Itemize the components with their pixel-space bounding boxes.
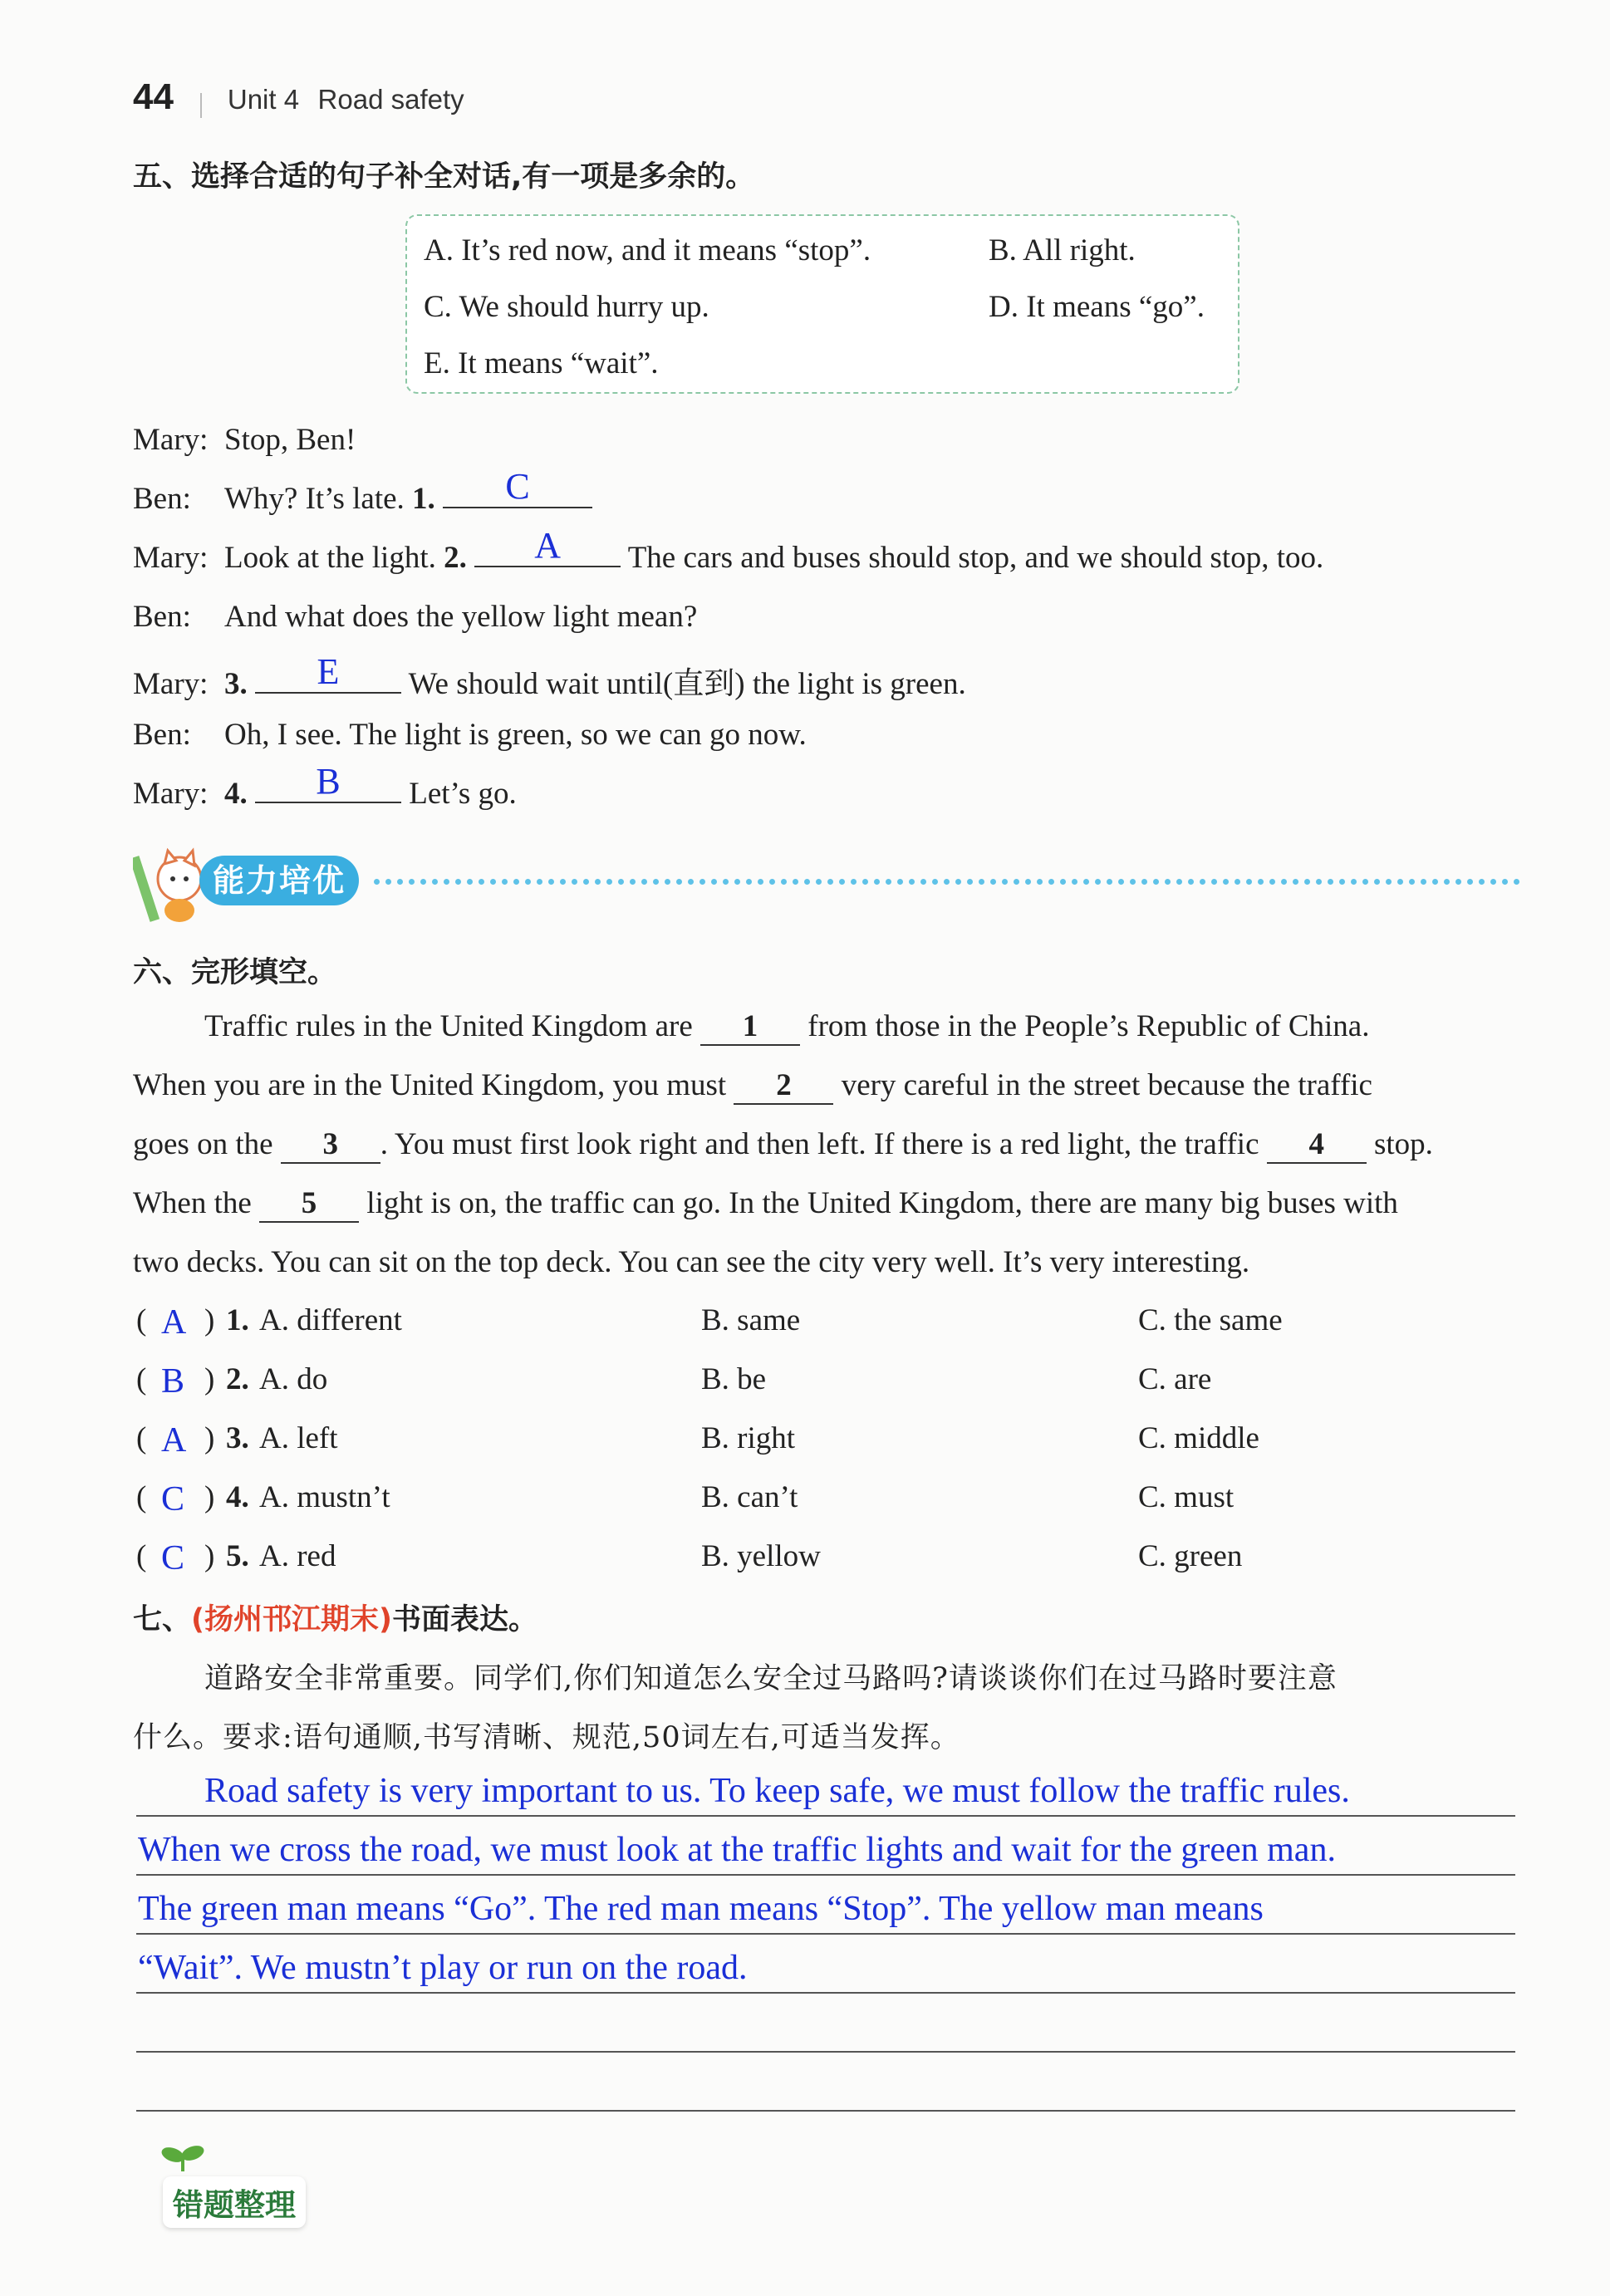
unit-label: Unit 4 [227,84,300,115]
dialogue-line-7 [133,761,517,812]
option-b: B. can’t [701,1480,798,1514]
cloze-blank-1: 1 [700,1008,800,1046]
section5-heading: 五、选择合适的句子补全对话,有一项是多余的。 [133,160,755,194]
option-b: B. yellow [701,1539,821,1573]
blank-number: 4. [224,777,248,811]
option-a: A. left [259,1421,338,1455]
passage-line-4 [133,1185,1398,1223]
question-number: 1. [226,1303,249,1337]
sprout-icon [158,2143,208,2171]
paren-close: ) [204,1362,215,1396]
blank-number: 1. [412,482,435,516]
handwritten-answer: C [505,466,530,507]
handwritten-answer: A [534,525,561,566]
handwritten-answer: A [161,1421,187,1460]
passage-text: When you are in the United Kingdom, you must [133,1068,734,1102]
prompt-line-1: 道路安全非常重要。同学们,你们知道怎么安全过马路吗?请谈谈你们在过马路时要注意 [204,1662,1338,1695]
dialogue-text: We should wait until(直到) the light is green. [401,667,966,701]
answer-blank-3 [255,651,401,694]
passage-line-2 [133,1067,1372,1105]
paren-close: ) [204,1303,215,1337]
option-c: C. must [1138,1480,1234,1514]
source-tag: (扬州邗江期末) [191,1603,393,1636]
dialogue-text: Stop, Ben! [224,423,356,457]
paren-open: ( [136,1303,147,1337]
question-row-1 [136,1303,1549,1352]
banner-dotted-line [374,879,1520,885]
cloze-blank-3: 3 [281,1126,380,1164]
speaker: Ben: [133,482,191,516]
pencil-cat-icon [133,839,208,930]
option-a: A. different [259,1303,402,1337]
handwritten-answer: C [161,1539,185,1577]
passage-line-1 [133,1008,1515,1046]
option-b: B. same [701,1303,801,1337]
header-divider [200,93,202,118]
mistake-review-footer [155,2143,487,2235]
option-b: B. All right. [989,233,1136,267]
option-c: C. the same [1138,1303,1283,1337]
option-b: B. be [701,1362,767,1396]
passage-text: When the [133,1186,260,1220]
speaker: Ben: [133,718,191,752]
passage-text: light is on, the traffic can go. In the United Kingdom, there are many big buses with [359,1186,1398,1220]
dialogue-text: The cars and buses should stop, and we should stop, too. [621,541,1324,575]
prompt-line-2: 什么。要求:语句通顺,书写清晰、规范,50词左右,可适当发挥。 [133,1721,960,1754]
passage-text: very careful in the street because the traffic [833,1068,1372,1102]
passage-line-3 [133,1126,1433,1164]
option-b: B. right [701,1421,796,1455]
question-number: 5. [226,1539,249,1573]
option-a: A. mustn’t [259,1480,390,1514]
question-number: 2. [226,1362,249,1396]
question-row-5 [136,1538,1549,1588]
written-answer-line-1: Road safety is very important to us. To keep safe, we must follow the traffic rules. [204,1772,1350,1810]
speaker: Mary: [133,541,209,575]
written-answer-line-2: When we cross the road, we must look at the traffic lights and wait for the green man. [138,1831,1336,1869]
section7-heading-text: 书面表达。 [392,1603,538,1636]
speaker: Mary: [133,777,209,811]
dialogue-line-3 [133,525,1324,576]
section-banner [133,839,1520,930]
blank-number: 3. [224,667,248,701]
written-answer-line-4: “Wait”. We mustn’t play or run on the road. [138,1949,748,1987]
dialogue-line-4 [133,599,697,635]
handwritten-answer: A [161,1303,187,1342]
writing-line-1 [136,1815,1515,1817]
banner-label: 能力培优 [199,856,359,905]
cloze-blank-5: 5 [259,1185,359,1223]
passage-text: stop. [1366,1127,1433,1161]
section6-heading: 六、完形填空。 [133,956,337,989]
footer-label: 错题整理 [163,2176,306,2228]
writing-line-2 [136,1874,1515,1876]
section7-heading [133,1597,537,1638]
dialogue-text: Why? It’s late. [224,482,413,516]
paren-open: ( [136,1362,147,1396]
writing-line-4 [136,1992,1515,1994]
question-row-2 [136,1361,1549,1411]
answer-blank-1 [443,466,592,508]
option-e: E. It means “wait”. [424,346,659,380]
question-number: 3. [226,1421,249,1455]
option-a: A. red [259,1539,336,1573]
option-d: D. It means “go”. [989,290,1205,324]
passage-line-5: two decks. You can sit on the top deck. You can see the city very well. It’s very interesting. [133,1245,1250,1279]
speaker: Ben: [133,600,191,634]
dialogue-line-5 [133,651,966,703]
paren-open: ( [136,1421,147,1455]
dialogue-line-1 [133,422,356,458]
passage-text: from those in the People’s Republic of China. [800,1009,1370,1043]
dialogue-text: Let’s go. [401,777,517,811]
blank-number: 2. [444,541,467,575]
paren-open: ( [136,1539,147,1573]
paren-open: ( [136,1480,147,1514]
passage-text: goes on the [133,1127,281,1161]
speaker: Mary: [133,423,209,457]
dialogue-text: Look at the light. [224,541,444,575]
writing-line-3 [136,1933,1515,1935]
option-c: C. are [1138,1362,1212,1396]
answer-blank-2 [474,525,621,567]
dialogue-line-2 [133,466,592,517]
cloze-blank-4: 4 [1267,1126,1367,1164]
option-a: A. It’s red now, and it means “stop”. [424,233,871,267]
answer-blank-4 [255,761,401,803]
handwritten-answer: E [317,651,340,692]
option-c: C. We should hurry up. [424,290,709,324]
writing-line-5 [136,2051,1515,2053]
handwritten-answer: B [316,761,341,802]
cloze-blank-2: 2 [734,1067,833,1105]
question-row-4 [136,1479,1549,1529]
writing-line-6 [136,2110,1515,2112]
option-c: C. middle [1138,1421,1259,1455]
options-box [405,214,1239,394]
paren-close: ) [204,1539,215,1573]
handwritten-answer: C [161,1480,185,1518]
unit-title: Road safety [317,84,464,115]
page-header [133,76,464,126]
section7-prefix: 七、 [133,1603,192,1636]
paren-close: ) [204,1421,215,1455]
written-answer-line-3: The green man means “Go”. The red man means “Stop”. The yellow man means [138,1890,1264,1928]
page-number: 44 [133,76,174,117]
dialogue-text: And what does the yellow light mean? [224,600,698,634]
dialogue-text: Oh, I see. The light is green, so we can go now. [224,718,807,752]
paren-close: ) [204,1480,215,1514]
option-c: C. green [1138,1539,1243,1573]
passage-text: Traffic rules in the United Kingdom are [204,1009,701,1043]
passage-text: . You must first look right and then left. If there is a red light, the traffic [380,1127,1267,1161]
question-number: 4. [226,1480,249,1514]
handwritten-answer: B [161,1362,185,1401]
option-a: A. do [259,1362,328,1396]
question-row-3 [136,1420,1549,1470]
dialogue-line-6 [133,717,807,753]
speaker: Mary: [133,667,209,701]
